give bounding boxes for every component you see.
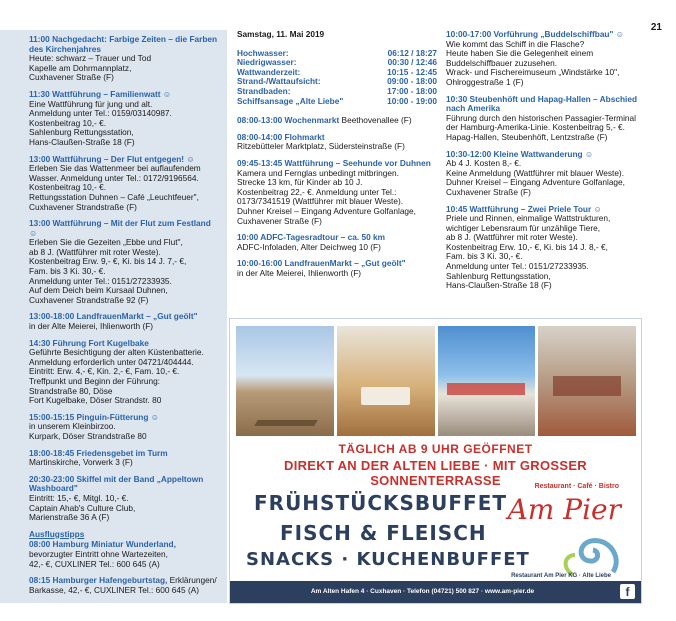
event-detail: Anmeldung erforderlich unter 04721/404444.	[29, 356, 194, 367]
event-detail: Kostenbeitrag 10,- €.	[29, 117, 107, 128]
restaurant-advertisement	[229, 318, 642, 604]
event-detail: Priele und Rinnen, einmalige Wattstrukturen,	[446, 213, 611, 224]
event-detail: 0173/7341519 (Wattführer mit blauer Weste).	[237, 196, 404, 207]
event-title: 10:30-12:00 Kleine Wattwanderung ☺	[446, 148, 594, 159]
logo-name: Am Pier	[507, 493, 621, 526]
tide-label: Strand-/Wattaufsicht:	[237, 76, 321, 87]
event-detail: Erklärungen/	[167, 575, 217, 586]
column-left	[0, 30, 227, 603]
event-title: 18:00-18:45 Friedensgebet im Turm	[29, 447, 168, 458]
event-heading	[29, 219, 221, 238]
event-detail: 42,- €, CUXLINER Tel.: 600 645 (A)	[29, 558, 160, 569]
event-detail: ab 8 J. (Wattführer mit roter Weste).	[29, 246, 161, 257]
event-detail: Anmeldung unter Tel.: 0159/03140987.	[29, 108, 172, 119]
event-entry	[237, 159, 437, 226]
event-title: 10:00-16:00 LandfrauenMarkt – „Gut geölt"	[237, 258, 406, 269]
event-entry	[29, 449, 221, 468]
event-title: 08:00 Hamburg Miniatur Wunderland,	[29, 539, 176, 550]
event-entry	[29, 339, 221, 406]
event-detail: Auf dem Deich beim Kursaal Duhnen,	[29, 285, 168, 296]
column-middle	[237, 30, 437, 285]
event-entry	[29, 155, 221, 213]
ad-opening-hours: TÄGLICH AB 9 UHR GEÖFFNET	[338, 442, 533, 456]
event-detail: Cuxhavener Straße (F)	[446, 186, 531, 197]
tide-value: 00:30 / 12:46	[387, 57, 437, 68]
event-detail: Kostenbeitrag 10,- €.	[29, 182, 107, 193]
event-detail: in der Alte Meierei, Ihlienworth (F)	[29, 321, 154, 332]
event-detail: Erleben Sie die Gezeiten „Ebbe und Flut",	[29, 237, 183, 248]
event-entry	[29, 576, 221, 595]
event-detail: Eine Wattführung für jung und alt.	[29, 98, 153, 109]
event-heading	[446, 95, 641, 114]
facebook-icon[interactable]: f	[620, 584, 635, 599]
event-detail: Kostenbeitrag Erw. 9,- €, Ki. bis 14 J. 7,- €,	[29, 256, 187, 267]
event-entry	[446, 205, 641, 291]
event-detail: Kurpark, Döser Strandstraße 80	[29, 430, 147, 441]
am-pier-logo	[499, 479, 629, 579]
event-detail: Geführte Besichtigung der alten Küstenbatterie.	[29, 347, 204, 358]
tide-label: Strandbaden:	[237, 85, 291, 96]
event-detail: Ab 4 J. Kosten 8,- €.	[446, 158, 522, 169]
event-title: 10:45 Wattführung – Zwei Priele Tour ☺	[446, 203, 602, 214]
event-detail: Strecke 13 km, für Kinder ab 10 J.	[237, 177, 363, 188]
event-entry	[446, 95, 641, 143]
event-detail: Rettungsstation Duhnen – Café „Leuchtfeuer",	[29, 191, 199, 202]
event-heading	[29, 475, 221, 494]
section-title-ausflugstipps: Ausflugstipps	[29, 528, 85, 539]
event-title: 11:30 Wattführung – Familienwatt ☺	[29, 88, 172, 99]
tide-value: 10:00 - 19:00	[387, 95, 437, 106]
event-detail: Ritzebütteler Marktplatz, Südersteinstraße (F)	[237, 141, 405, 152]
event-title: 08:00-13:00 Wochenmarkt	[237, 115, 340, 126]
event-entry	[29, 219, 221, 305]
event-detail: Cuxhavener Strandstraße (F)	[29, 201, 137, 212]
event-entry	[237, 259, 437, 278]
event-detail: Martinskirche, Vorwerk 3 (F)	[29, 457, 133, 468]
event-title: 11:00 Nachgedacht: Farbige Zeiten – die Farben des Kirchenjahres	[29, 34, 218, 54]
event-detail: Cuxhavener Strandstraße 92 (F)	[29, 294, 149, 305]
ad-company: Restaurant Am Pier KG · Alte Liebe	[511, 573, 611, 579]
event-detail: Eintritt: Erw. 4,- €, Kin. 2,- €, Fam. 10,- €.	[29, 366, 180, 377]
event-detail: in der Alte Meierei, Ihlienworth (F)	[237, 267, 362, 278]
event-title: 13:00-18:00 LandfrauenMarkt – „Gut geölt"	[29, 311, 198, 322]
event-title: 08:00-14:00 Flohmarkt	[237, 131, 325, 142]
event-detail: Duhner Kreisel – Eingang Adventure Golfanlage,	[446, 177, 625, 188]
event-detail: bevorzugter Eintritt ohne Wartezeiten,	[29, 548, 168, 559]
event-detail: Treffpunkt und Beginn der Führung:	[29, 376, 160, 386]
event-entry	[237, 116, 437, 126]
tide-label: Niedrigwasser:	[237, 57, 297, 68]
event-detail: Hapag-Hallen, Steubenhöft, Lentzstraße (F)	[446, 131, 608, 142]
event-detail: in unserem Kleinbirzoo.	[29, 421, 116, 432]
event-title: 15:00-15:15 Pinguin-Fütterung ☺	[29, 411, 160, 422]
event-title: 08:15 Hamburger Hafengeburtstag,	[29, 575, 168, 586]
event-detail: ab 8 J. (Wattführer mit roter Weste).	[446, 232, 578, 243]
event-detail: ADFC-Infoladen, Alter Deichweg 10 (F)	[237, 241, 381, 252]
event-detail: Kostenbeitrag 22,- €. Anmeldung unter Tel.:	[237, 186, 397, 197]
ad-location: DIREKT AN DER ALTEN LIEBE · MIT GROSSER SONNENTERRASSE	[284, 458, 587, 488]
event-entry	[446, 30, 641, 88]
event-detail: Duhner Kreisel – Eingang Adventure Golfanlage,	[237, 205, 416, 216]
swirl-icon	[553, 527, 623, 577]
event-entry	[29, 35, 221, 83]
ad-menu-breakfast: FRÜHSTÜCKSBUFFET	[254, 491, 508, 515]
event-title: 13:00 Wattführung – Der Flut entgegen! ☺	[29, 153, 195, 164]
event-detail: Kamera und Fernglas unbedingt mitbringen.	[237, 167, 399, 178]
event-detail: Kapelle am Dohrmannplatz,	[29, 62, 132, 73]
event-detail: Anmeldung unter Tel.: 0151/27233935.	[446, 261, 589, 272]
photo-pier	[236, 326, 334, 436]
event-detail: Fam. bis 3 Ki. 30,- €.	[446, 251, 523, 262]
event-location: Beethovenallee (F)	[339, 115, 412, 126]
event-title: 20:30-23:00 Skiffel mit der Band „Appeltown Washboard"	[29, 473, 204, 494]
event-title: 13:00 Wattführung – Mit der Flut zum Festland ☺	[29, 218, 211, 238]
event-detail: der Hamburg-Amerika-Linie. Kostenbeitrag 5,- €.	[446, 122, 625, 133]
event-detail: Wie kommt das Schiff in die Flasche?	[446, 38, 585, 49]
logo-subtitle: Restaurant · Café · Bistro	[534, 483, 619, 490]
event-detail: Cuxhavener Straße (F)	[29, 72, 114, 83]
event-detail: Keine Anmeldung (Wattführer mit blauer Weste).	[446, 167, 625, 178]
ad-footer	[230, 581, 641, 603]
tide-label: Schiffsansage „Alte Liebe"	[237, 95, 344, 106]
event-detail: Wasser. Anmeldung unter Tel.: 0172/9196564.	[29, 172, 199, 183]
event-detail: Buddelschiffbauer zuzusehen.	[446, 57, 558, 68]
event-title: 14:30 Führung Fort Kugelbake	[29, 337, 149, 348]
event-detail: Wrack- und Fischereimuseum „Windstärke 10",	[446, 67, 620, 78]
tide-label: Hochwasser:	[237, 47, 289, 58]
event-detail: Kostenbeitrag Erw. 10,- €, Ki. bis 14 J. 8,- €,	[446, 241, 608, 252]
event-title: 10:00-17:00 Vorführung „Buddelschiffbau" ☺	[446, 29, 625, 39]
ad-menu-snacks: SNACKS · KUCHENBUFFET	[246, 549, 530, 570]
ad-menu-fish-meat: FISCH & FLEISCH	[280, 521, 487, 545]
ad-photos	[236, 326, 636, 436]
tide-value: 09:00 - 18:00	[387, 76, 437, 87]
event-detail: Fam. bis 3 Ki. 30,- €.	[29, 266, 106, 277]
photo-buffet	[538, 326, 636, 436]
event-heading	[237, 116, 437, 126]
event-detail: Hans-Claußen-Straße 18 (F)	[446, 280, 552, 291]
event-detail: Sahlenburg Rettungsstation,	[446, 270, 551, 281]
event-entry	[29, 413, 221, 442]
event-detail: Ohlroggestraße 1 (F)	[446, 76, 524, 87]
tide-table	[237, 49, 437, 107]
event-detail: Erleben Sie das Wattenmeer bei auflaufendem	[29, 163, 201, 174]
event-entry	[29, 475, 221, 523]
event-entry	[446, 150, 641, 198]
event-detail: Hans-Claußen-Straße 18 (F)	[29, 136, 135, 147]
page-number: 21	[650, 22, 662, 33]
event-title: 10:00 ADFC-Tagesradtour – ca. 50 km	[237, 232, 386, 243]
tide-value: 17:00 - 18:00	[387, 85, 437, 96]
event-detail: Heute: schwarz – Trauer und Tod	[29, 53, 152, 64]
event-entry	[29, 90, 221, 148]
tide-value: 10:15 - 12:45	[387, 66, 437, 77]
event-detail: Barkasse, 42,- €, CUXLINER Tel.: 600 645 (A)	[29, 584, 200, 595]
photo-restaurant-interior	[337, 326, 435, 436]
event-entry	[29, 312, 221, 331]
event-detail: Strandstraße 80, Döse	[29, 385, 113, 396]
event-entry	[29, 540, 221, 569]
event-detail: Eintritt: 15,- €, Mitgl. 10,- €.	[29, 492, 129, 503]
event-detail: Fort Kugelbake, Döser Strandstr. 80	[29, 395, 162, 406]
event-detail: Sahlenburg Rettungsstation,	[29, 127, 134, 138]
event-detail: Captain Ahab's Culture Club,	[29, 502, 136, 513]
event-title: 10:30 Steubenhöft und Hapag-Hallen – Abschied nach Amerika	[446, 93, 638, 114]
event-detail: Cuxhavener Straße (F)	[237, 215, 322, 226]
event-detail: Führung durch den historischen Passagier-Terminal	[446, 112, 637, 123]
date-heading: Samstag, 11. Mai 2019	[237, 29, 325, 39]
tide-value: 06:12 / 18:27	[387, 47, 437, 58]
tide-label: Wattwanderzeit:	[237, 66, 301, 77]
event-title: 09:45-13:45 Wattführung – Seehunde vor Duhnen	[237, 157, 431, 168]
event-heading	[29, 35, 221, 54]
tide-row	[237, 97, 437, 107]
event-entry	[237, 133, 437, 152]
ad-address: Am Alten Hafen 4 · Cuxhaven · Telefon (04721) 500 827 · www.am-pier.de	[310, 588, 535, 595]
event-detail: Heute haben Sie die Gelegenheit einem	[446, 48, 594, 59]
event-detail: Marienstraße 36 A (F)	[29, 512, 110, 523]
column-right	[446, 30, 641, 298]
event-entry	[237, 233, 437, 252]
event-detail: wichtiger Lebensraum für unzählige Tiere,	[446, 222, 601, 233]
photo-terrace	[438, 326, 536, 436]
event-detail: Anmeldung unter Tel.: 0151/27233935.	[29, 275, 172, 286]
